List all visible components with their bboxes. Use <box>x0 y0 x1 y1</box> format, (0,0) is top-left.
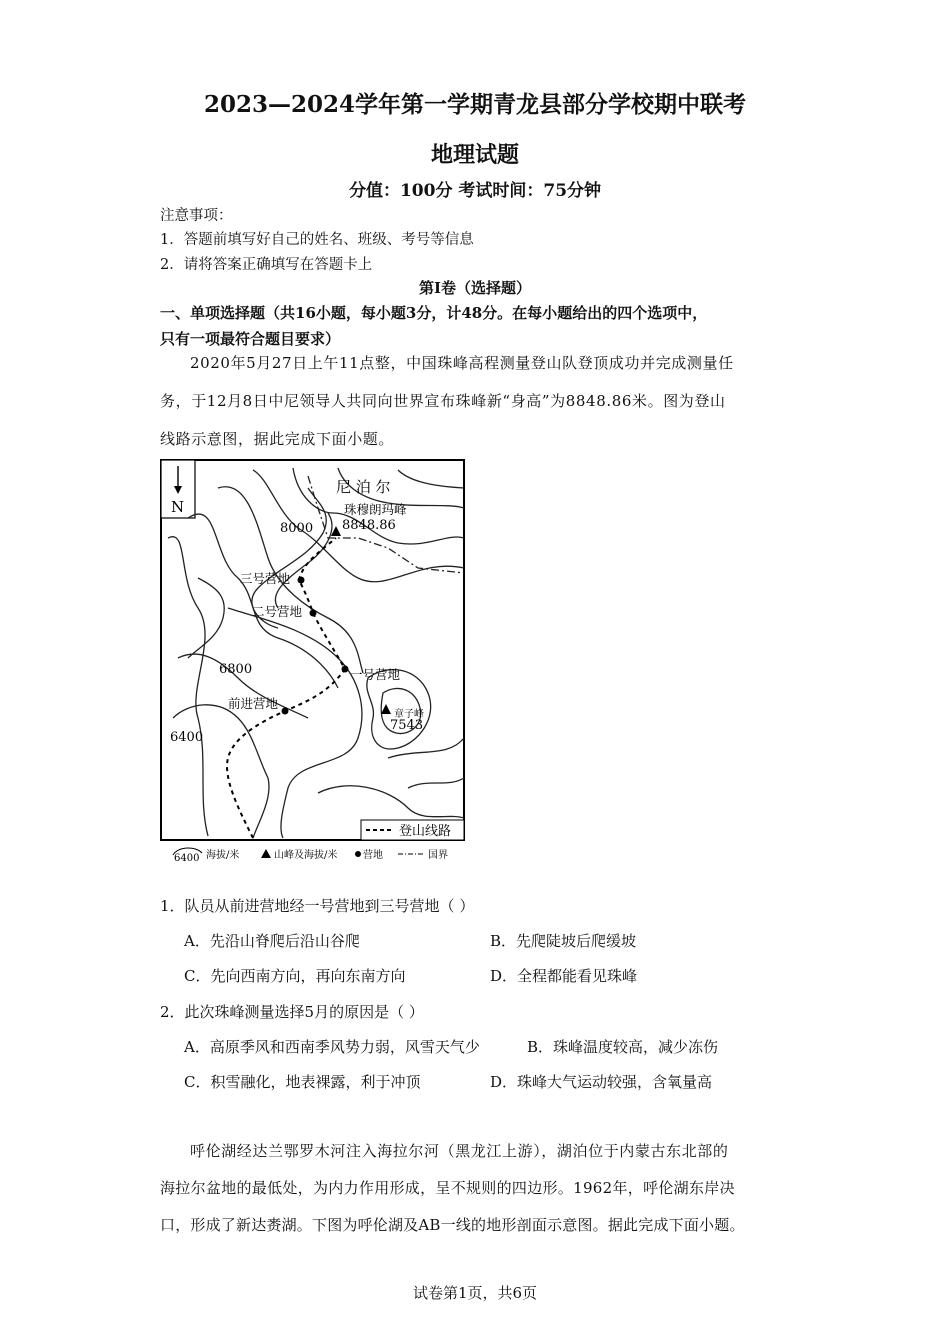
camp3-label: 三号营地 <box>240 571 291 586</box>
everest-elev-label: 8848.86 <box>342 518 396 533</box>
passage2-line3: 口，形成了新达赉湖。下图为呼伦湖及AB一线的地形剖面示意图。据此完成下面小题。 <box>160 1216 745 1234</box>
route-legend-label: 登山线路 <box>399 824 452 839</box>
q1-option-d: D．全程都能看见珠峰 <box>490 967 638 985</box>
contour-8000-label: 8000 <box>280 521 314 536</box>
exam-subject: 地理试题 <box>430 142 519 168</box>
section-instruction-1: 一、单项选择题（共16小题，每小题3分，计48分。在每小题给出的四个选项中， <box>160 304 708 322</box>
camp3-dot <box>298 577 305 584</box>
camp2-dot <box>310 610 317 617</box>
score-time: 分值：100分 考试时间：75分钟 <box>348 181 602 201</box>
q2-option-c: C．积雪融化，地表裸露，利于冲顶 <box>184 1073 421 1091</box>
section-title: 第Ⅰ卷（选择题） <box>418 279 532 297</box>
q1-option-c: C．先向西南方向，再向东南方向 <box>184 967 406 985</box>
q1-option-b: B．先爬陡坡后爬缓坡 <box>490 932 637 950</box>
notes-heading: 注意事项： <box>160 208 233 224</box>
camp1-dot <box>342 666 349 673</box>
exam-title: 2023—2024学年第一学期青龙县部分学校期中联考 <box>203 91 747 118</box>
note-item-2: 2．请将答案正确填写在答题卡上 <box>160 257 373 273</box>
legend-peak-label: 山峰及海拔/米 <box>274 850 338 861</box>
legend-border-label: 国界 <box>428 850 448 861</box>
climbing-route-map <box>158 458 470 868</box>
q2-option-d: D．珠峰大气运动较强，含氧量高 <box>490 1073 713 1091</box>
question-2-stem: 2．此次珠峰测量选择5月的原因是（ ） <box>160 1003 424 1021</box>
passage2-line2: 海拉尔盆地的最低处，为内力作用形成，呈不规则的四边形。1962年，呼伦湖东岸决 <box>160 1179 735 1197</box>
camp1-label: 一号营地 <box>350 667 401 682</box>
passage2-line1: 呼伦湖经达兰鄂罗木河注入海拉尔河（黑龙江上游），湖泊位于内蒙古东北部的 <box>190 1142 729 1160</box>
q2-option-b: B．珠峰温度较高，减少冻伤 <box>527 1038 719 1056</box>
question-1-stem: 1．队员从前进营地经一号营地到三号营地（ ） <box>160 897 475 915</box>
section-instruction-2: 只有一项最符合题目要求） <box>160 330 341 348</box>
zhangzi-elev-label: 7543 <box>390 718 424 733</box>
legend-contour-value: 6400 <box>174 853 200 864</box>
passage1-line2: 务，于12月8日中尼领导人共同向世界宣布珠峰新“身高”为8848.86米。图为登山 <box>160 392 726 410</box>
legend-camp-icon <box>355 851 361 857</box>
camp2-label: 二号营地 <box>252 604 303 619</box>
legend-camp-label: 营地 <box>363 850 383 861</box>
note-item-1: 1．答题前填写好自己的姓名、班级、考号等信息 <box>160 232 474 248</box>
north-label: N <box>171 498 185 516</box>
advance-camp-label: 前进营地 <box>228 696 279 711</box>
everest-name-label: 珠穆朗玛峰 <box>344 502 407 517</box>
zhangzi-name-label: 章子峰 <box>394 709 424 720</box>
page-footer: 试卷第1页，共6页 <box>412 1284 538 1302</box>
contour-6800-label: 6800 <box>219 662 253 677</box>
advance-camp-dot <box>282 708 289 715</box>
passage1-line3: 线路示意图，据此完成下面小题。 <box>160 430 395 448</box>
q1-option-a: A．先沿山脊爬后沿山谷爬 <box>184 932 360 950</box>
q2-option-a: A．高原季风和西南季风势力弱，风雪天气少 <box>184 1038 480 1056</box>
passage1-line1: 2020年5月27日上午11点整，中国珠峰高程测量登山队登顶成功并完成测量任 <box>190 354 734 372</box>
nepal-label: 尼 泊 尔 <box>336 478 391 496</box>
legend-peak-icon <box>261 849 271 858</box>
legend-contour-label: 海拔/米 <box>206 850 240 861</box>
contour-6400-label: 6400 <box>170 730 204 745</box>
